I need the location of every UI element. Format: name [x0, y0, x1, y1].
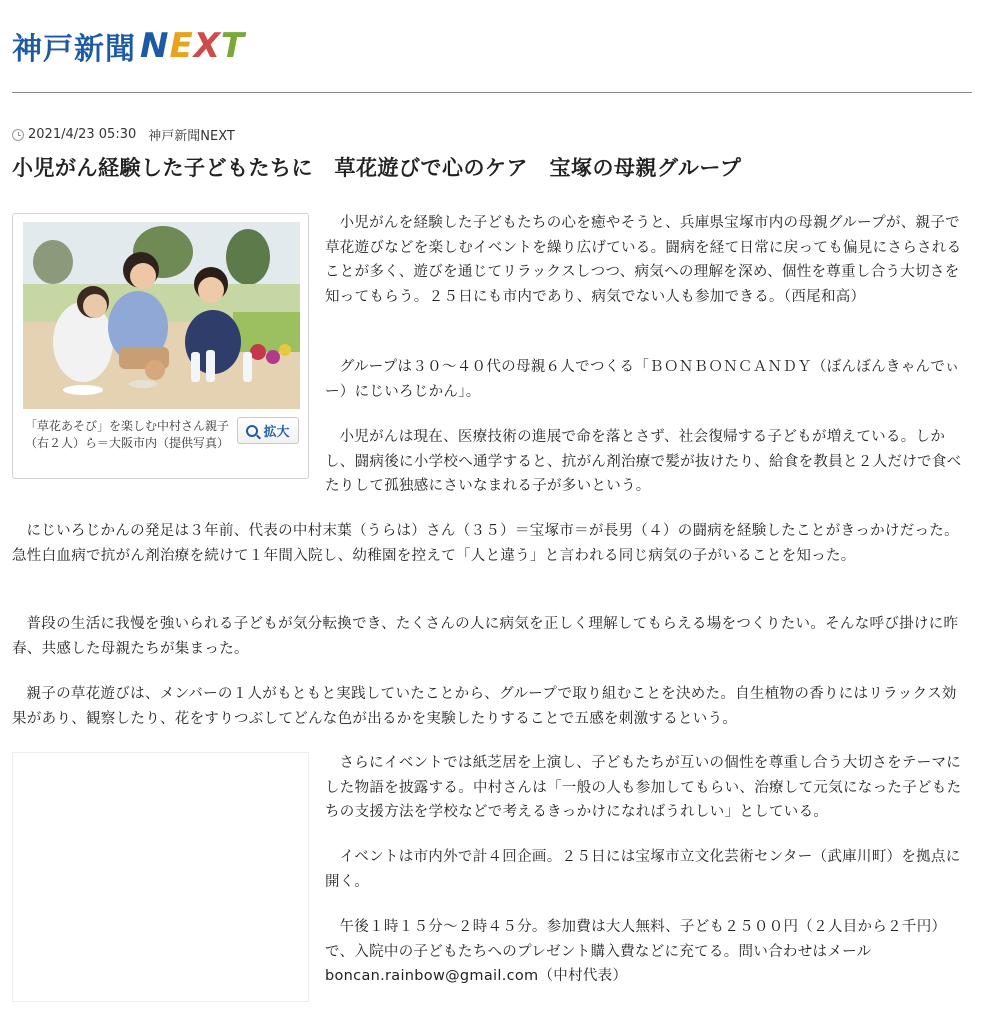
zoom-in-icon: [246, 425, 258, 437]
zoom-label: 拡大: [263, 425, 290, 440]
article-title: 小児がん経験した子どもたちに 草花遊びで心のケア 宝塚の母親グループ: [12, 156, 742, 180]
article-paragraph: 午後１時１５分～２時４５分。参加費は大人無料、子ども２５００円（２人目から２千円）で、入院中の子どもたちへのプレゼント購入費などに充てる。問い合わせはメール boncan.rainbow@gmail.com（中村代表）: [325, 919, 947, 984]
article-paragraph: 普段の生活に我慢を強いられる子どもが気分転換でき、たくさんの人に病気を正しく理解してもらえる場をつくりたい。そんな呼び掛けに昨春、共感した母親たちが集まった。: [12, 616, 959, 657]
article-paragraph: さらにイベントでは紙芝居を上演し、子どもたちが互いの個性を尊重し合う大切さをテーマにした物語を披露する。中村さんは「一般の人も参加してもらい、治療して元気になった子どもたちの支援方法を学校などで考えるきっかけになればうれしい」としている。: [325, 755, 962, 820]
article-meta: [12, 125, 235, 144]
photo-illustration: [23, 222, 300, 409]
clock-icon: [12, 129, 24, 141]
photo-caption: 「草花あそび」を楽しむ中村さん親子（右２人）ら＝大阪市内（提供写真）: [25, 419, 230, 450]
article-date: 2021/4/23 05:30: [28, 127, 137, 142]
ad-slot: [12, 752, 309, 1002]
article-paragraph: グループは３０～４０代の母親６人でつくる「ＢＯＮＢＯＮＣＡＮＤＹ（ぼんぼんきゃんでぃー）にじいろじかん」。: [325, 359, 960, 400]
logo-letter-t: T: [220, 26, 246, 66]
logo-kobe-text: 神戸新聞: [12, 32, 136, 67]
article-source: 神戸新聞NEXT: [148, 129, 235, 144]
photo-figure: [12, 213, 309, 479]
logo-letter-n: N: [140, 26, 170, 66]
article-paragraph: 小児がんは現在、医療技術の進展で命を落とさず、社会復帰する子どもが増えている。しかし、闘病後に小学校へ通学すると、抗がん剤治療で髪が抜けたり、給食を教員と２人だけで食べたりして孤独感にさいなまれる子が多いという。: [325, 429, 962, 494]
article-paragraph: イベントは市内外で計４回企画。２５日には宝塚市立文化芸術センター（武庫川町）を拠点に開く。: [325, 849, 961, 890]
article-paragraph: にじいろじかんの発足は３年前、代表の中村末葉（うらは）さん（３５）＝宝塚市＝が長男（４）の闘病を経験したことがきっかけだった。急性白血病で抗がん剤治療を続けて１年間入院し、幼稚園を控えて「人と違う」と言われる同じ病気の子がいることを知った。: [12, 523, 959, 564]
header-divider: [12, 92, 972, 93]
article-paragraph: 親子の草花遊びは、メンバーの１人がもともと実践していたことから、グループで取り組むことを決めた。自生植物の香りにはリラックス効果があり、観察したり、花をすりつぶしてどんな色が出るかを実験したりすることで五感を刺激するという。: [12, 686, 957, 727]
article-paragraph: 小児がんを経験した子どもたちの心を癒やそうと、兵庫県宝塚市内の母親グループが、親子で草花遊びなどを楽しむイベントを繰り広げている。闘病を経て日常に戻っても偏見にさらされることが多く、遊びを通じてリラックスしつつ、病気への理解を深め、個性を尊重し合う大切さを知ってもらう。２５日にも市内であり、病気でない人も参加できる。（西尾和高）: [325, 215, 962, 305]
article-photo[interactable]: [23, 222, 300, 409]
logo-next-text: [140, 26, 245, 66]
zoom-button[interactable]: [237, 417, 299, 444]
logo-letter-e: E: [169, 26, 194, 66]
site-logo[interactable]: [12, 20, 245, 72]
logo-letter-x: X: [193, 26, 221, 66]
